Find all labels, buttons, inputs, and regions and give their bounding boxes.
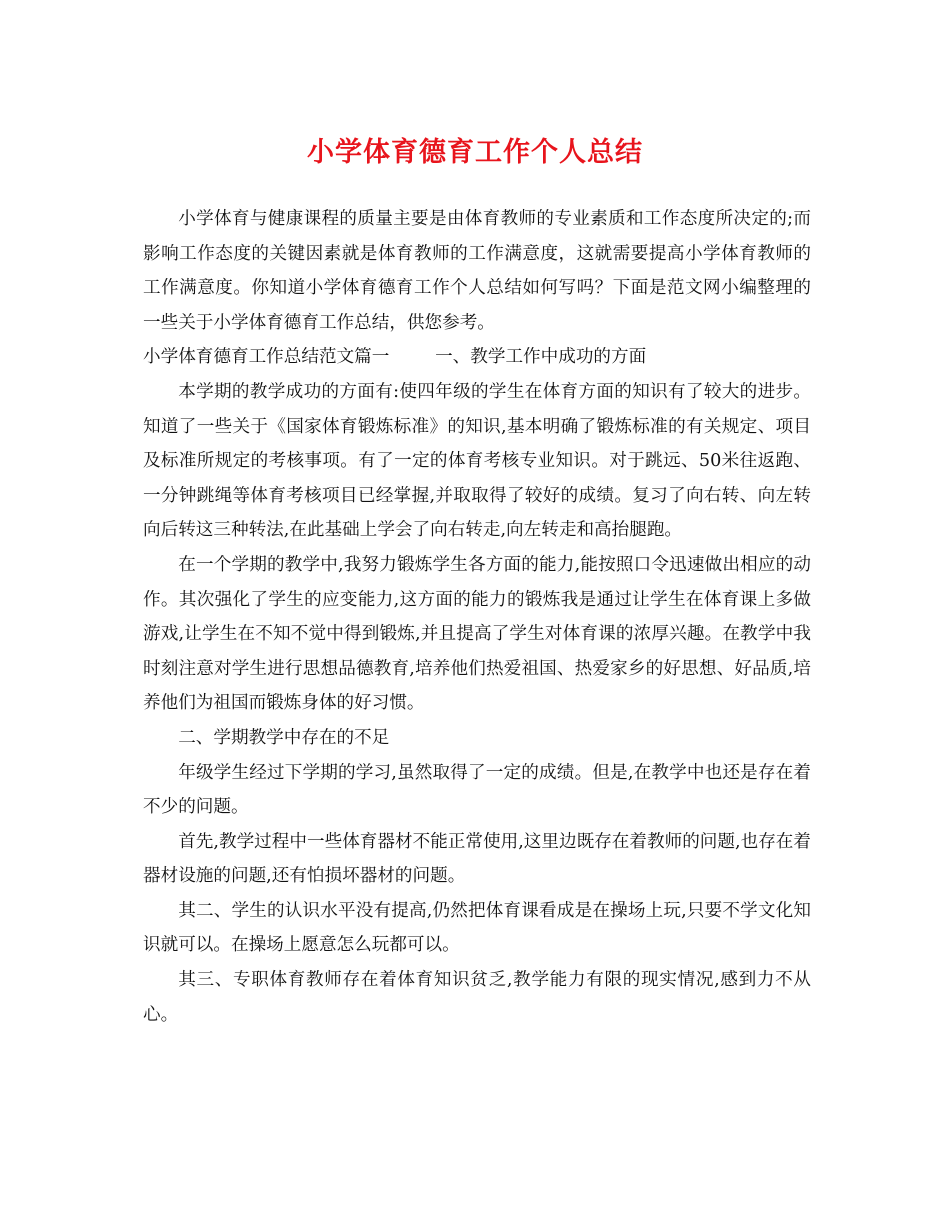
body-paragraph: 年级学生经过下学期的学习,虽然取得了一定的成绩。但是,在教学中也还是存在着不少的问题。 [143,762,811,818]
page-title: 小学体育德育工作个人总结 [307,137,643,168]
subsection-heading: 二、学期教学中存在的不足 [178,727,390,748]
body-paragraph: 其三、专职体育教师存在着体育知识贫乏,教学能力有限的现实情况,感到力不从心。 [143,970,811,1025]
body-paragraph: 本学期的教学成功的方面有:使四年级的学生在体育方面的知识有了较大的进步。知道了一些关于《国家体育锻炼标准》的知识,基本明确了锻炼标准的有关规定、项目及标准所规定的考核事项。有了一定的体育考核专业知识。对于跳远、50米往返跑、一分钟跳绳等体育考核项目已经掌握,并取取得了较好的成绩。复习了向右转、向左转向后转这三种转法,在此基础上学会了向右转走,向左转走和高抬腿跑。 [143,381,811,541]
intro-paragraph: 小学体育与健康课程的质量主要是由体育教师的专业素质和工作态度所决定的;而影响工作态度的关键因素就是体育教师的工作满意度，这就需要提高小学体育教师的工作满意度。你知道小学体育德育工作个人总结如何写吗？下面是范文网小编整理的一些关于小学体育德育工作总结，供您参考。 [143,209,811,333]
section-heading-subtitle: 一、教学工作中成功的方面 [435,347,647,368]
body-paragraph: 首先,教学过程中一些体育器材不能正常使用,这里边既存在着教师的问题,也存在着器材设施的问题,还有怕损坏器材的问题。 [143,831,811,887]
section-heading-title: 小学体育德育工作总结范文篇一 [143,347,390,368]
body-paragraph: 其二、学生的认识水平没有提高,仍然把体育课看成是在操场上玩,只要不学文化知识就可以。在操场上愿意怎么玩都可以。 [143,900,811,956]
document-body [143,202,811,1032]
section-heading [143,340,811,375]
body-paragraph: 在一个学期的教学中,我努力锻炼学生各方面的能力,能按照口令迅速做出相应的动作。其次强化了学生的应变能力,这方面的能力的锻炼我是通过让学生在体育课上多做游戏,让学生在不知不觉中得到锻炼,并且提高了学生对体育课的浓厚兴趣。在教学中我时刻注意对学生进行思想品德教育,培养他们热爱祖国、热爱家乡的好思想、好品质,培养他们为祖国而锻炼身体的好习惯。 [143,554,811,714]
